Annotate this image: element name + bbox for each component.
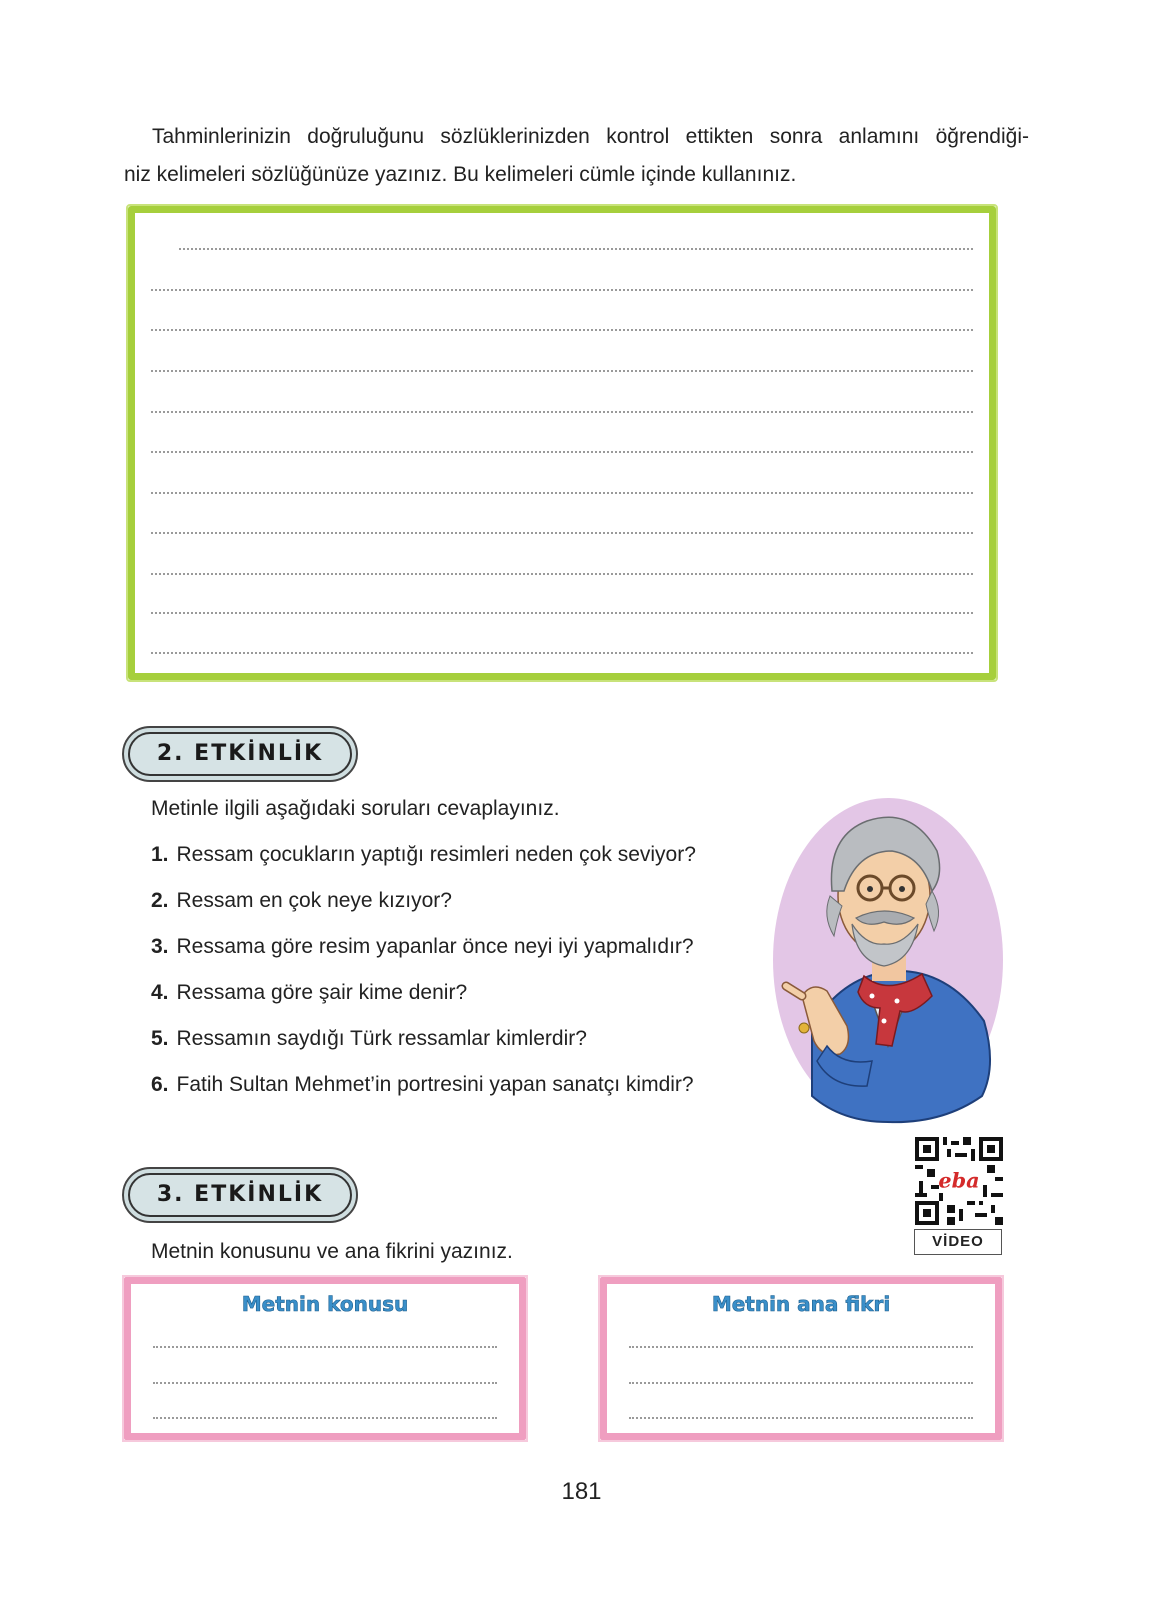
writing-line[interactable] <box>151 289 973 291</box>
question-4 <box>151 981 467 1005</box>
writing-line[interactable] <box>151 612 973 614</box>
question-text: Ressama göre şair kime denir? <box>176 981 468 1004</box>
intro-line-1: Tahminlerinizin doğruluğunu sözlüklerinizden kontrol ettikten sonra anlamını öğrendiği- <box>152 125 1029 148</box>
question-number: 1. <box>151 843 169 866</box>
painter-illustration <box>772 796 1004 1124</box>
video-label[interactable]: VİDEO <box>914 1229 1002 1255</box>
writing-line[interactable] <box>151 451 973 453</box>
writing-line[interactable] <box>629 1346 973 1348</box>
page-number: 181 <box>561 1478 602 1505</box>
topic-box <box>124 1277 526 1440</box>
activity-3-badge <box>122 1167 358 1223</box>
activity-2-title: 2. ETKİNLİK <box>128 732 352 776</box>
writing-line[interactable] <box>151 492 973 494</box>
activity-3-title: 3. ETKİNLİK <box>128 1173 352 1217</box>
topic-box-title: Metnin konusu <box>241 1292 409 1316</box>
writing-line[interactable] <box>151 329 973 331</box>
dictionary-writing-box <box>128 206 996 680</box>
intro-paragraph <box>124 118 1029 194</box>
question-5 <box>151 1027 587 1051</box>
writing-line[interactable] <box>151 652 973 654</box>
main-idea-box <box>600 1277 1002 1440</box>
question-2 <box>151 889 452 913</box>
question-text: Fatih Sultan Mehmet’in portresini yapan sanatçı kimdir? <box>176 1073 694 1096</box>
question-text: Ressama göre resim yapanlar önce neyi iyi yapmalıdır? <box>176 935 694 958</box>
eba-logo: eba <box>938 1167 980 1193</box>
writing-line[interactable] <box>151 411 973 413</box>
qr-code[interactable] <box>915 1137 1003 1225</box>
writing-line[interactable] <box>151 532 973 534</box>
question-number: 5. <box>151 1027 169 1050</box>
activity-2-instruction: Metinle ilgili aşağıdaki soruları cevaplayınız. <box>151 797 560 820</box>
intro-line-2: niz kelimeleri sözlüğünüze yazınız. Bu kelimeleri cümle içinde kullanınız. <box>124 163 797 186</box>
main-idea-box-title: Metnin ana fikri <box>711 1292 891 1316</box>
question-text: Ressamın saydığı Türk ressamlar kimlerdir? <box>176 1027 587 1050</box>
writing-line[interactable] <box>153 1346 497 1348</box>
question-1 <box>151 843 696 867</box>
writing-line[interactable] <box>153 1417 497 1419</box>
question-number: 2. <box>151 889 169 912</box>
activity-2-badge <box>122 726 358 782</box>
question-3 <box>151 935 694 959</box>
question-text: Ressam en çok neye kızıyor? <box>176 889 452 912</box>
question-number: 4. <box>151 981 169 1004</box>
writing-line[interactable] <box>629 1382 973 1384</box>
question-6 <box>151 1073 694 1097</box>
writing-line[interactable] <box>629 1417 973 1419</box>
writing-line[interactable] <box>151 573 973 575</box>
question-number: 6. <box>151 1073 169 1096</box>
writing-line[interactable] <box>153 1382 497 1384</box>
question-number: 3. <box>151 935 169 958</box>
activity-3-instruction: Metnin konusunu ve ana fikrini yazınız. <box>151 1240 513 1263</box>
writing-line[interactable] <box>179 248 973 250</box>
writing-line[interactable] <box>151 370 973 372</box>
question-text: Ressam çocukların yaptığı resimleri neden çok seviyor? <box>176 843 696 866</box>
